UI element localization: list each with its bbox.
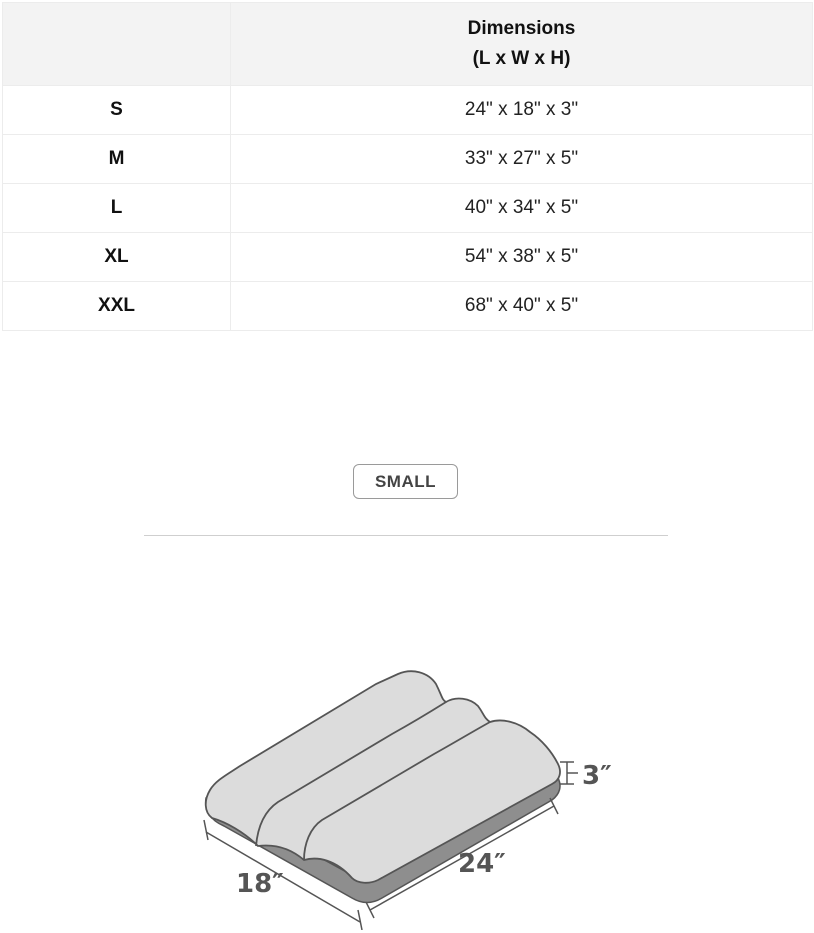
dimensions-cell: 24" x 18" x 3" [231, 86, 813, 135]
size-cell: S [3, 86, 231, 135]
width-label: 18″ [236, 869, 284, 899]
size-cell: XXL [3, 282, 231, 331]
size-column-header [3, 3, 231, 86]
size-badge-small: SMALL [353, 464, 458, 499]
dimensions-cell: 40" x 34" x 5" [231, 184, 813, 233]
table-row [3, 233, 813, 282]
length-marker-end-right [550, 798, 558, 814]
length-marker-end-left [366, 902, 374, 918]
dimensions-column-header [231, 3, 813, 86]
size-chart-table [2, 2, 813, 331]
dimensions-header-units: (L x W x H) [472, 48, 571, 69]
section-divider [144, 535, 668, 536]
size-cell: M [3, 135, 231, 184]
dimensions-header-title: Dimensions [467, 18, 576, 39]
width-marker-end-right [358, 910, 362, 930]
table-header-row [3, 3, 813, 86]
table-row [3, 135, 813, 184]
dimensions-cell: 54" x 38" x 5" [231, 233, 813, 282]
length-label: 24″ [458, 849, 506, 879]
table-row [3, 282, 813, 331]
height-label: 3″ [582, 761, 612, 791]
dimensions-cell: 68" x 40" x 5" [231, 282, 813, 331]
width-marker-end-left [204, 820, 208, 840]
table-row [3, 184, 813, 233]
size-cell: L [3, 184, 231, 233]
dimensions-cell: 33" x 27" x 5" [231, 135, 813, 184]
size-cell: XL [3, 233, 231, 282]
bed-dimension-illustration [180, 660, 640, 930]
table-row [3, 86, 813, 135]
bed-top [206, 671, 560, 883]
